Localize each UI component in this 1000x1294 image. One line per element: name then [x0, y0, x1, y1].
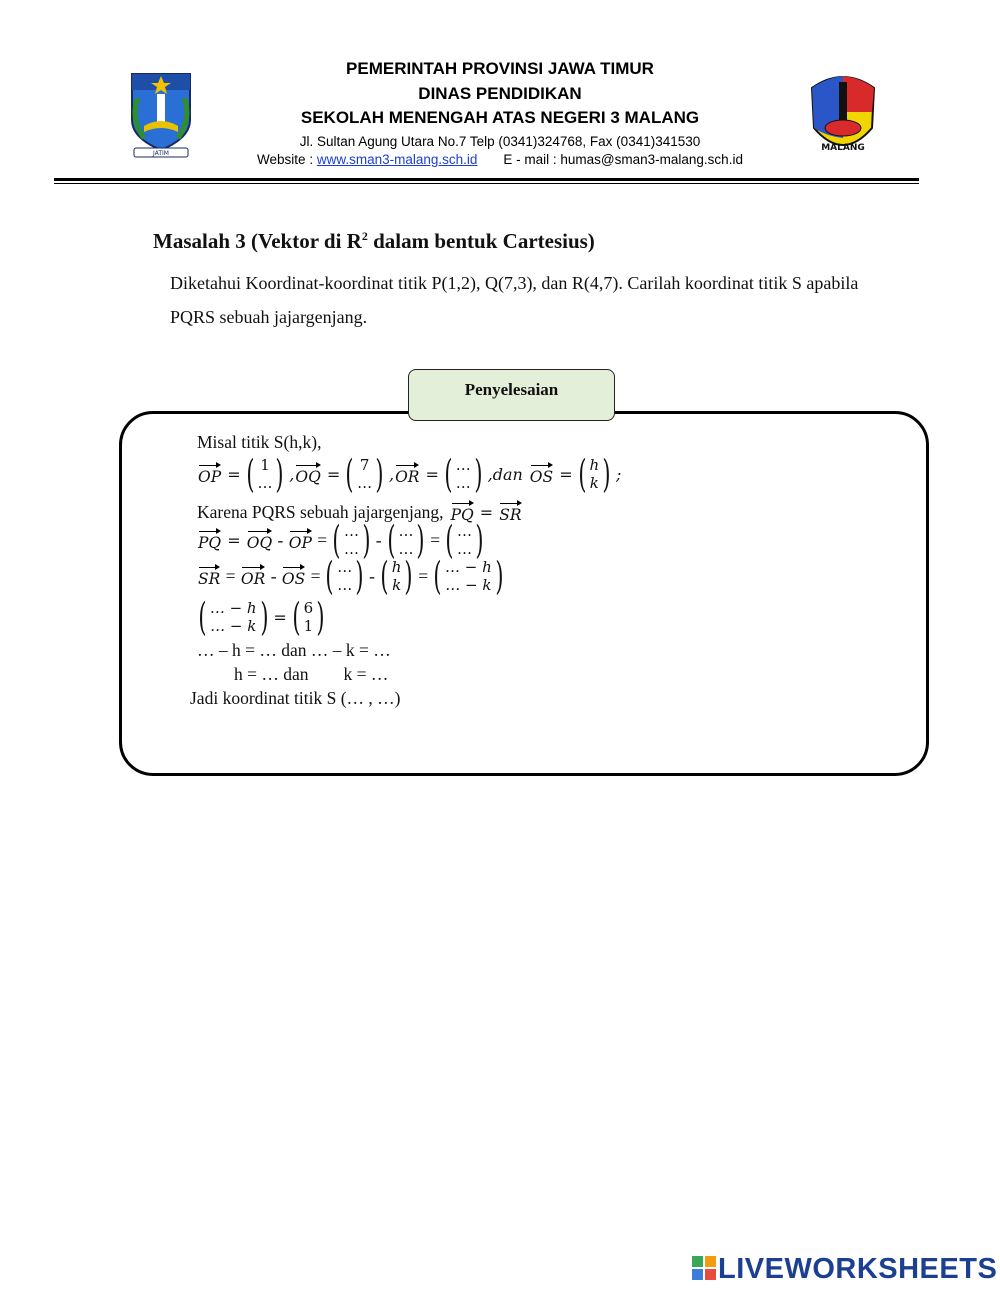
- vector-os: ( h k ): [577, 452, 611, 496]
- letterhead-address: Jl. Sultan Agung Utara No.7 Telp (0341)324768, Fax (0341)341530: [299, 134, 701, 149]
- letterhead-rule-thin: [54, 183, 919, 184]
- solution-line-let-s: Misal titik S(h,k),: [197, 432, 322, 452]
- vector-oq: ( 7 … ): [345, 452, 384, 496]
- letterhead-rule-thick: [54, 178, 919, 181]
- website-link[interactable]: www.sman3-malang.sch.id: [316, 152, 478, 167]
- solution-line-parallelogram: Karena PQRS sebuah jajargenjang, PQ = SR: [197, 501, 522, 524]
- solution-line-equation: ( … − h … − k ) = ( 6 1 ): [198, 595, 325, 639]
- solution-line-h-k: … – h = … dan … – k = …: [197, 640, 391, 660]
- solution-line-conclusion: Jadi koordinat titik S (… , …): [190, 688, 401, 708]
- solution-line-vectors: OP = ( 1 … ) , OQ = ( 7 … ) , OR = ( … … ) , dan OS = ( h k ) ;: [198, 452, 622, 496]
- solution-line-pq: PQ = OQ - OP = ( … … ) - ( … … ) = ( … … ): [198, 518, 484, 562]
- solution-line-values: h = … dan k = …: [234, 664, 389, 684]
- problem-text: Diketahui Koordinat-koordinat titik P(1,2), Q(7,3), dan R(4,7). Carilah koordinat titik S apabila PQRS sebuah jajargenjang.: [170, 273, 859, 327]
- problem-title: Masalah 3 (Vektor di $R^2$ dalam bentuk Cartesius): [153, 229, 595, 253]
- solution-label: Penyelesaian: [408, 369, 615, 421]
- email-text: E - mail : humas@sman3-malang.sch.id: [503, 152, 743, 167]
- website-label: Website :: [257, 152, 317, 167]
- letterhead-contact: [0, 152, 1000, 167]
- solution-line-sr: SR = OR - OS = ( … … ) - ( h k ) = ( … − h … − k ): [198, 554, 504, 598]
- left-logo-text: JATIM: [153, 150, 169, 157]
- liveworksheets-brand: LIVEWORKSHEETS: [718, 1253, 998, 1285]
- letterhead-government: PEMERINTAH PROVINSI JAWA TIMUR: [346, 59, 654, 78]
- right-logo-text: MALANG: [821, 143, 865, 153]
- vector-op: ( 1 … ): [245, 452, 284, 496]
- letterhead-department: DINAS PENDIDIKAN: [418, 84, 582, 103]
- vector-or: ( … … ): [444, 452, 483, 496]
- liveworksheets-badge-icon: [692, 1256, 716, 1280]
- letterhead-school-name: SEKOLAH MENENGAH ATAS NEGERI 3 MALANG: [300, 108, 700, 127]
